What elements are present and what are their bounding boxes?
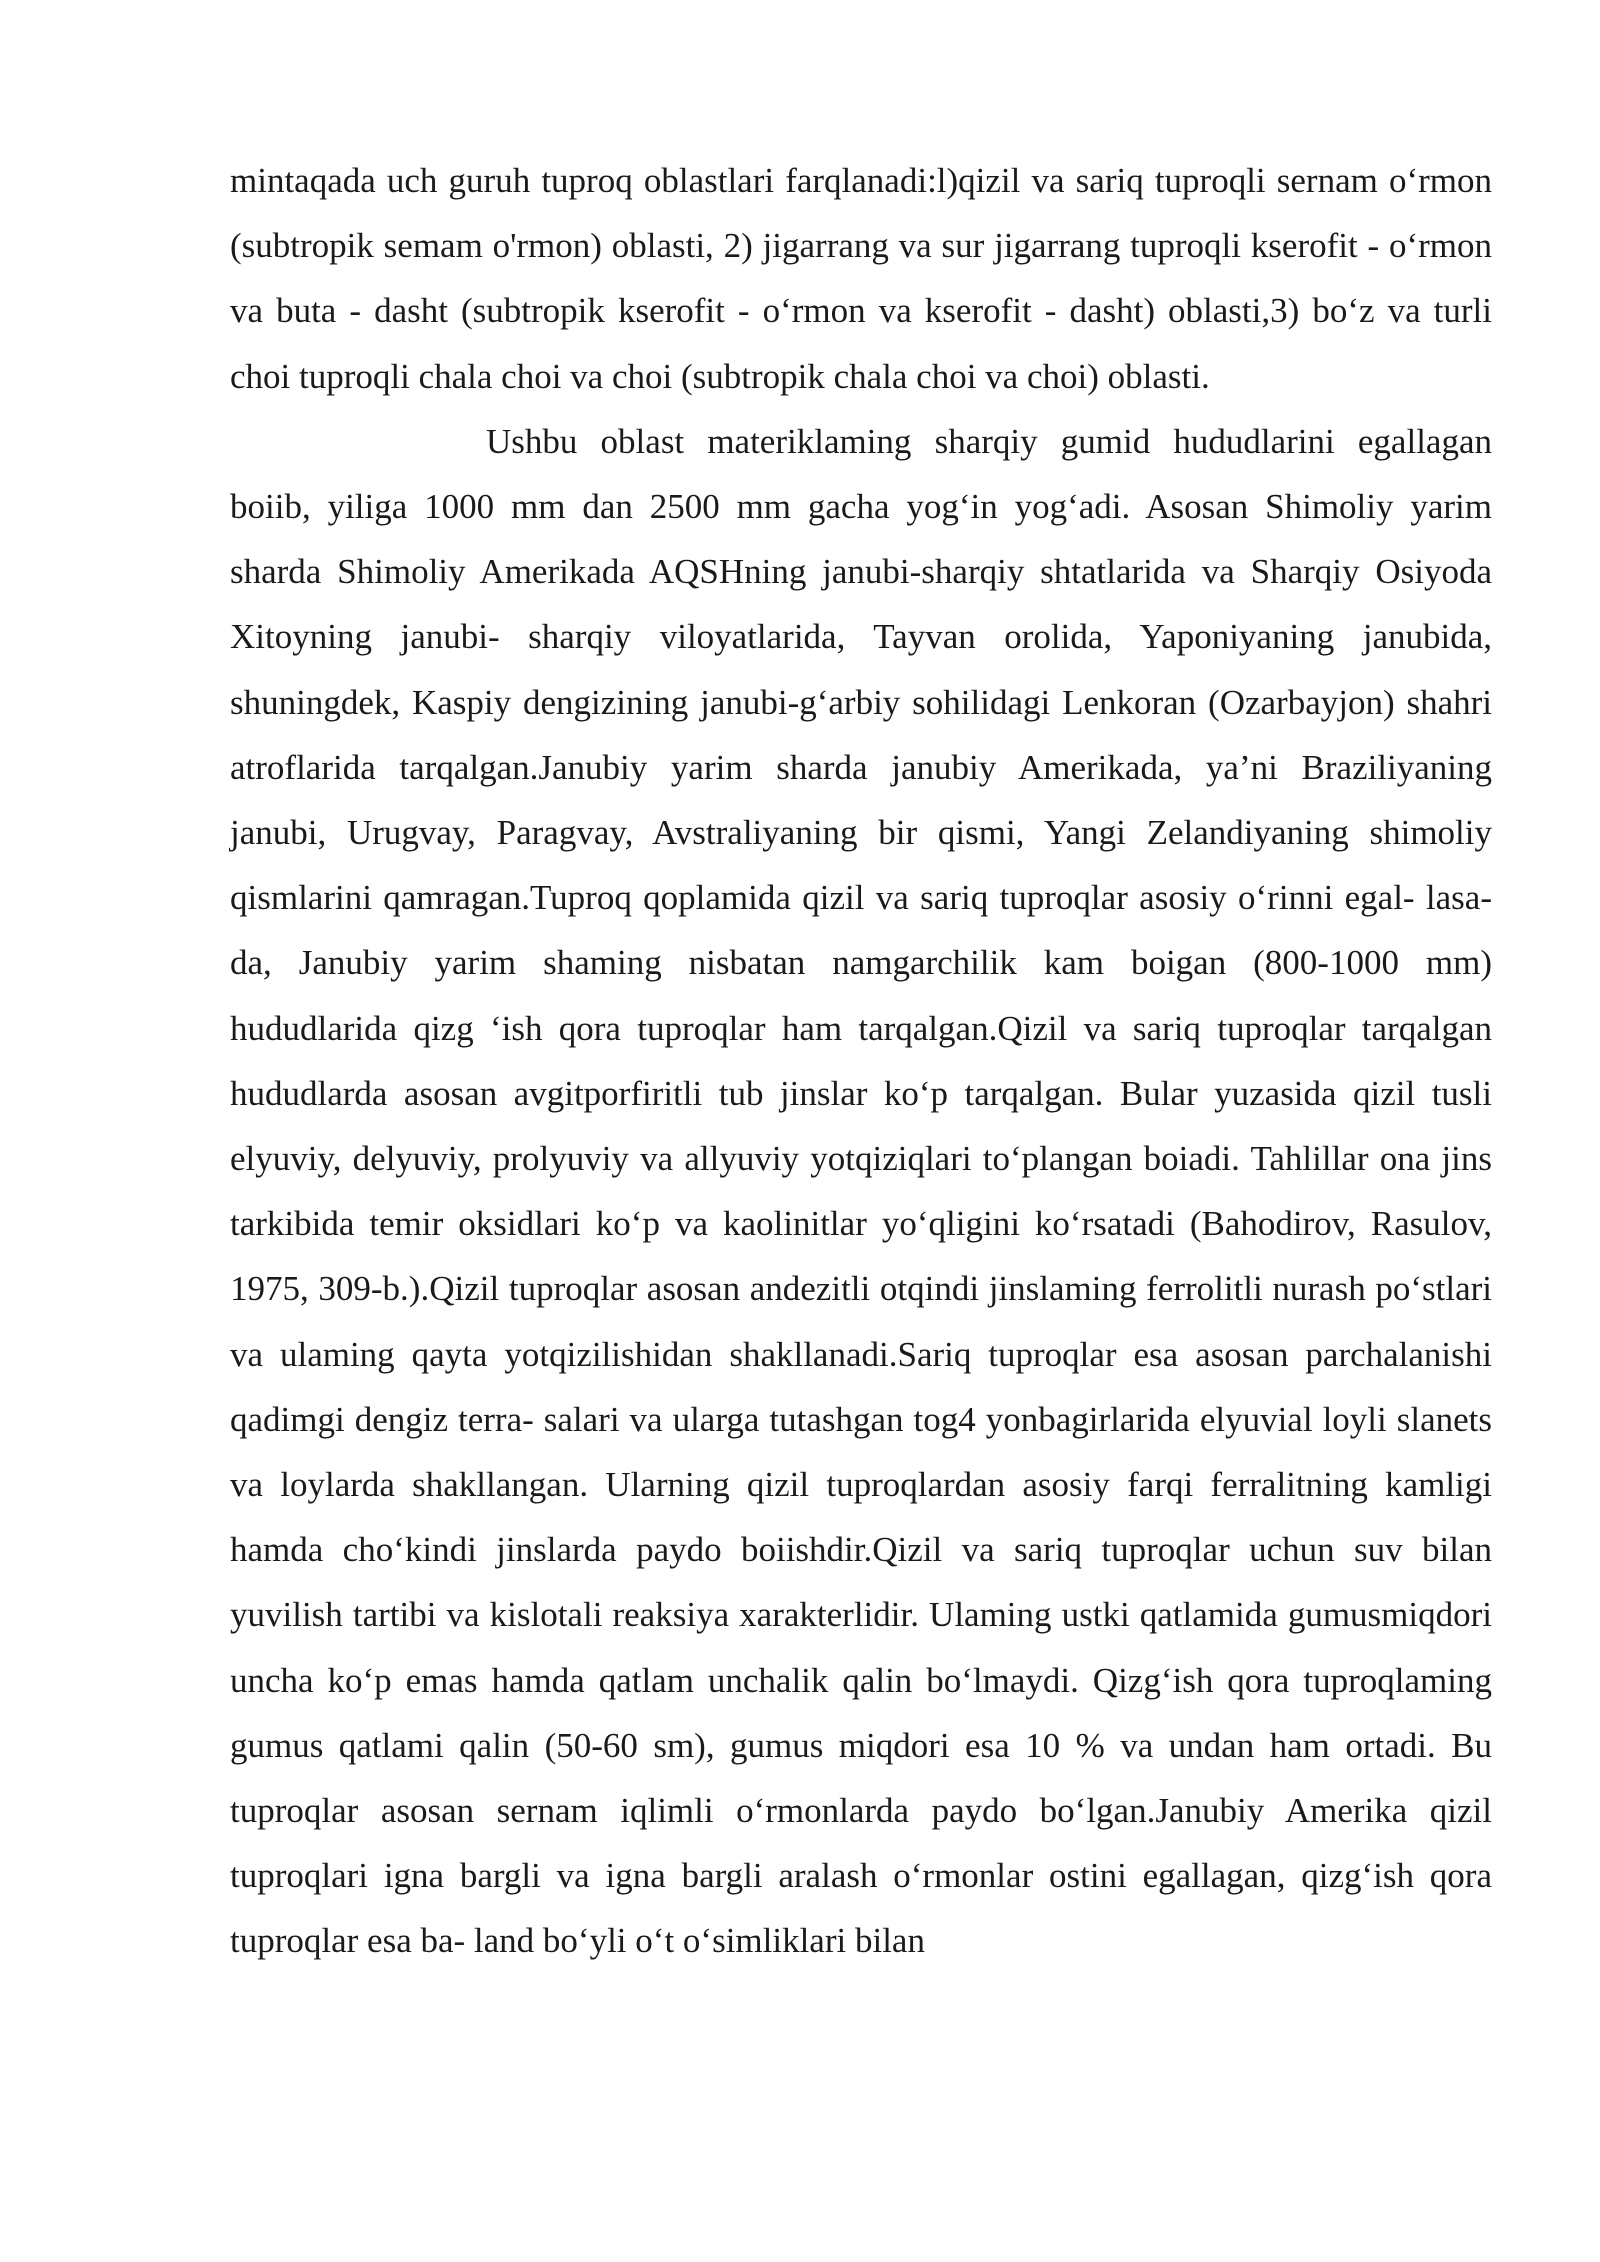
paragraph-oblast-description: Ushbu oblast materiklaming sharqiy gumid hududlarini egallagan boiib, yiliga 1000 mm dan 2500 mm gacha yog‘in yog‘adi. Asosan Shimoliy yarim sharda Shimoliy Amerikada AQSHning janubi-sharqiy shtatlarida va Sharqiy Osiyoda Xitoyning janubi- sharqiy viloyatlarida, Tayvan orolida, Yaponiyaning janubida, shuningdek, Kaspiy dengizining janubi-g‘arbiy sohilidagi Lenkoran (Ozarbayjon) shahri atroflarida tarqalgan.Janubiy yarim sharda janubiy Amerikada, ya’ni Braziliyaning janubi, Urugvay, Paragvay, Avstraliyaning bir qismi, Yangi Zelandiyaning shimoliy qismlarini qamragan.Tuproq qoplamida qizil va sariq tuproqlar asosiy o‘rinni egal- lasa-da, Janubiy yarim shaming nisbatan namgarchilik kam boigan (800-1000 mm) hududlarida qizg ‘ish qora tuproqlar ham tarqalgan.Qizil va sariq tuproqlar tarqalgan hududlarda asosan avgitporfiritli tub jinslar ko‘p tarqalgan. Bular yuzasida qizil tusli elyuviy, delyuviy, prolyuviy va allyuviy yotqiziqlari to‘plangan boiadi. Tahlillar ona jins tarkibida temir oksidlari ko‘p va kaolinitlar yo‘qligini ko‘rsatadi (Bahodirov, Rasulov, 1975, 309-b.).Qizil tuproqlar asosan andezitli otqindi jinslaming ferrolitli nurash po‘stlari va ulaming qayta yotqizilishidan shakllanadi.Sariq tuproqlar esa asosan parchalanishi qadimgi dengiz terra- salari va ularga tutashgan tog4 yonbagirlarida elyuvial loyli slanets va loylarda shakllangan. Ularning qizil tuproqlardan asosiy farqi ferralitning kamligi hamda cho‘kindi jinslarda paydo boiishdir.Qizil va sariq tuproqlar uchun suv bilan yuvilish tartibi va kislotali reaksiya xarakterlidir. Ulaming ustki qatlamida gumusmiqdori uncha ko‘p emas hamda qatlam unchalik qalin bo‘lmaydi. Qizg‘ish qora tuproqlaming gumus qatlami qalin (50-60 sm), gumus miqdori esa 10 % va undan ham ortadi. Bu tuproqlar asosan sernam iqlimli o‘rmonlarda paydo bo‘lgan.Janubiy Amerika qizil tuproqlari igna bargli va igna bargli aralash o‘rmonlar ostini egallagan, qizg‘ish qora tuproqlar esa ba- land bo‘yli o‘t o‘simliklari bilan — [230, 421, 1492, 1961]
document-body — [230, 148, 1492, 1974]
paragraph-soil-regions: mintaqada uch guruh tuproq oblastlari farqlanadi:l)qizil va sariq tuproqli sernam o‘rmon (subtropik semam o'rmon) oblasti, 2) jigarrang va sur jigarrang tuproqli kserofit - o‘rmon va buta - dasht (subtropik kserofit - o‘rmon va kserofit - dasht) oblasti,3) bo‘z va turli choi tuproqli chala choi va choi (subtropik chala choi va choi) oblasti. — [230, 161, 1492, 396]
